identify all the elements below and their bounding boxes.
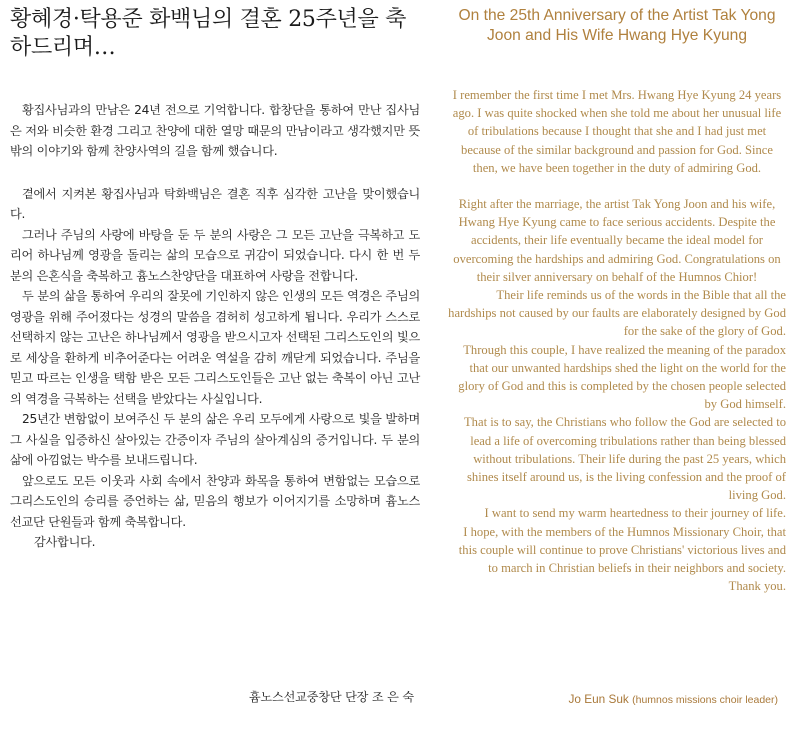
korean-paragraph-2: 곁에서 지켜본 황집사님과 탁화백님은 결혼 직후 심각한 고난을 맞이했습니다. bbox=[10, 186, 420, 221]
signature-name: Jo Eun Suk bbox=[568, 692, 629, 706]
english-column bbox=[448, 6, 786, 736]
english-paragraph-1: I remember the first time I met Mrs. Hwang Hye Kyung 24 years ago. I was quite shocked when she told me about her unusual life of tribulations because I thought that she and I had just met because of the similar background and passion for God. Since then, we have been together in the duty of admiring God. bbox=[452, 88, 782, 175]
english-paragraph-4: Through this couple, I have realized the meaning of the paradox that our unwanted hardships shed the light on the world for the glory of God and this is completed by the chosen people selected by God himself. bbox=[458, 342, 786, 412]
korean-paragraph-4: 두 분의 삶을 통하여 우리의 잘못에 기인하지 않은 인생의 모든 역경은 주님의 영광을 위해 주어졌다는 성경의 말씀을 겸허히 성고하게 됩니다. 우리가 스스로 선택하지 않는 고난은 하나님께서 영광을 받으시고자 선택된 그리스도인의 빛으로 세상을 환하게 비추어준다는 어려운 역설을 감히 깨닫게 되었습니다. 주님을 믿고 따르는 인생을 택함 받은 모든 그리스도인들은 고난 없는 축복이 아닌 고난의 역경을 극복하는 선택을 받았다는 사실입니다. bbox=[10, 289, 420, 406]
korean-paragraph-1: 황집사님과의 만남은 24년 전으로 기억합니다. 합창단을 통하여 만난 집사님은 저와 비슷한 환경 그리고 찬양에 대한 열망 때문의 만남이라고 생각했지만 뜻밖의 이야기와 함께 찬양사역의 길을 함께 했습니다. bbox=[10, 103, 420, 158]
korean-column bbox=[10, 6, 420, 736]
english-thanks: Thank you. bbox=[728, 579, 786, 594]
english-paragraph-6: I want to send my warm heartedness to their journey of life. bbox=[484, 506, 786, 521]
signature-role: (humnos missions choir leader) bbox=[632, 694, 778, 706]
korean-paragraph-5: 25년간 변함없이 보여주신 두 분의 삶은 우리 모두에게 사랑으로 빛을 발하며 그 사실을 입증하신 살아있는 간증이자 주님의 살아계심의 증거입니다. 두 분의 삶에 아낌없는 박수를 보내드립니다. bbox=[10, 412, 420, 467]
english-paragraph-7: I hope, with the members of the Humnos Missionary Choir, that this couple will continue to prove Christians' victorious lives and to march in Christian beliefs in their neighbors and society. bbox=[458, 524, 786, 576]
english-title: On the 25th Anniversary of the Artist Tak Yong Joon and His Wife Hwang Hye Kyung bbox=[458, 7, 776, 44]
english-paragraph-3: Their life reminds us of the words in the Bible that all the hardships not caused by our faults are elaborately designed by God for the sake of the glory of God. bbox=[448, 288, 786, 339]
english-signature bbox=[568, 692, 778, 706]
korean-paragraph-6: 앞으로도 모든 이웃과 사회 속에서 찬양과 화목을 통하여 변함없는 모습으로 그리스도인의 승리를 증언하는 삶, 믿음의 행보가 이어지기를 소망하며 흄노스선교단 단원들과 함께 축복합니다. bbox=[10, 473, 420, 529]
korean-thanks: 감사합니다. bbox=[34, 535, 96, 549]
english-paragraph-5: That is to say, the Christians who follow the God are selected to lead a life of overcoming tribulations rather than being blessed without tribulations. Their life during the past 25 years, which shines itself around us, is the living confession and the proof of living God. bbox=[463, 415, 786, 503]
english-body bbox=[448, 86, 786, 595]
korean-body bbox=[10, 100, 420, 553]
korean-title: 황혜경·탁용준 화백님의 결혼 25주년을 축하드리며… bbox=[10, 7, 407, 60]
korean-paragraph-3: 그러나 주님의 사랑에 바탕을 둔 두 분의 사랑은 그 모든 고난을 극복하고 도리어 하나님께 영광을 돌리는 삶의 모습으로 귀감이 되었습니다. 다시 한 번 두 분의 은혼식을 축복하고 흄노스찬양단을 대표하여 사랑을 전합니다. bbox=[10, 227, 420, 283]
korean-signature: 흄노스선교중창단 단장 조 은 숙 bbox=[248, 690, 414, 704]
english-paragraph-2: Right after the marriage, the artist Tak Yong Joon and his wife, Hwang Hye Kyung came to face serious accidents. Despite the accidents, their life eventually became the ideal model for overcoming the hardships and admiring God. Congratulations on their silver anniversary on behalf of the Humnos Chior! bbox=[453, 197, 781, 284]
